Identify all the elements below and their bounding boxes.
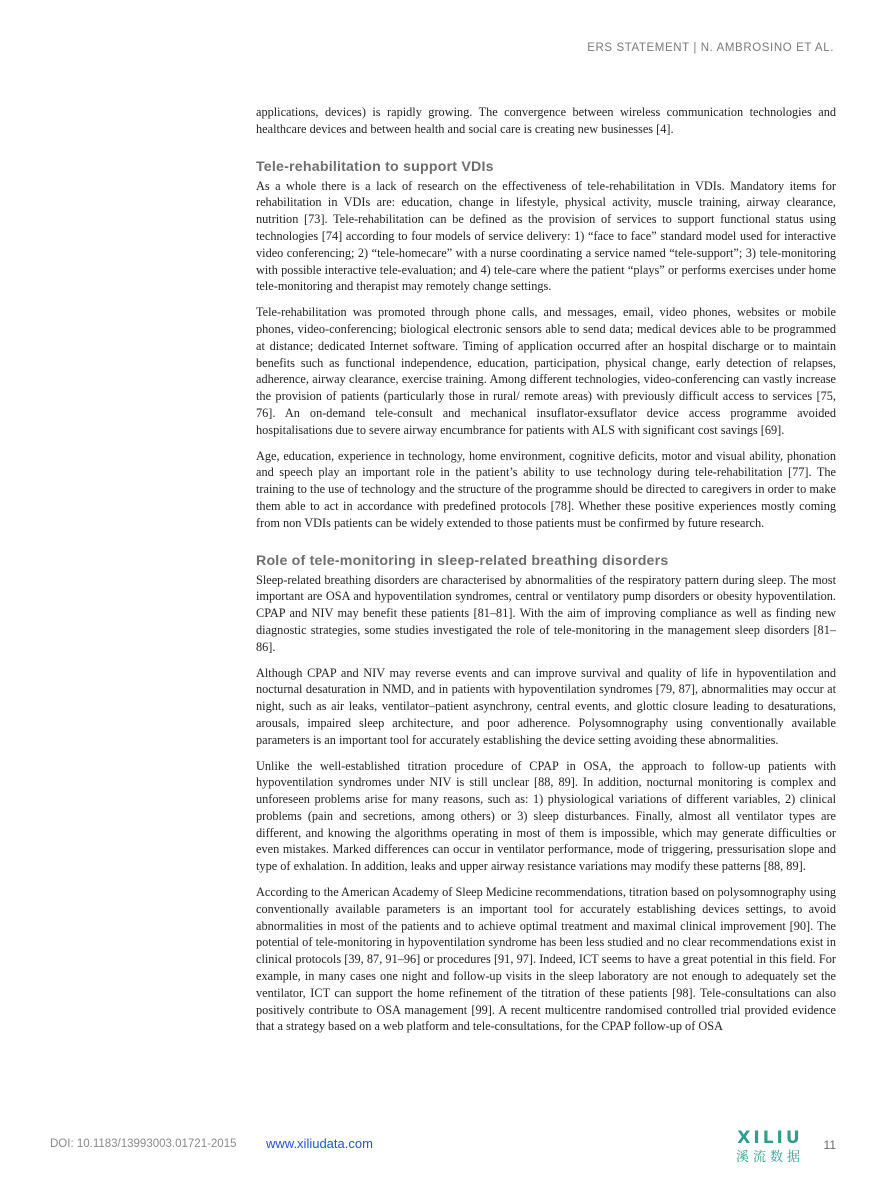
- watermark-url[interactable]: www.xiliudata.com: [266, 1136, 373, 1151]
- page-number: 11: [823, 1138, 836, 1152]
- section-heading: Tele-rehabilitation to support VDIs: [256, 158, 494, 175]
- paragraph: Sleep-related breathing disorders are characterised by abnormalities of the respiratory pattern during sleep. The most important are OSA and hypoventilation syndromes, central or ventilatory pump disorders or obesity hypoventilation. CPAP and NIV may benefit these patients [81–81]. With the aim of improving compliance as well as finding new diagnostic strategies, some studies investigated the role of tele-monitoring in the management sleep disorders [81–86].: [256, 572, 836, 654]
- doi-footer: DOI: 10.1183/13993003.01721-2015: [50, 1138, 237, 1150]
- paragraph: Age, education, experience in technology, home environment, cognitive deficits, motor and visual ability, phonation and speech play an important role in the patient’s ability to use technology during tele-rehabilitation [77]. The training to the use of technology and the structure of the programme should be directed to caregivers in order to make them able to act in accordance with predefined protocols [78]. Whether these positive experiences mostly coming from non VDIs patients can be widely extended to those patients must be confirmed by future research.: [256, 448, 836, 530]
- paragraph: Tele-rehabilitation was promoted through phone calls, and messages, email, video phones, websites or mobile phones, video-conferencing; biological electronic sensors able to send data; medical devices able to be programmed at distance; dedicated Internet software. Timing of application occurred after an hospital discharge or to maintain benefits such as functional independence, education, participation, physical change, early detection of relapses, adherence, airway clearance, exercise training. Among different technologies, video-conferencing can vastly increase the provision of patients (particularly those in rural/ remote areas) with previously difficult access to services [75, 76]. An on-demand tele-consult and mechanical insuflator-exsuflator device access programme avoided hospitalisations due to severe airway encumbrance for patients with ALS with significant cost savings [69].: [256, 305, 836, 437]
- section-heading: Role of tele-monitoring in sleep-related breathing disorders: [256, 552, 669, 569]
- paragraph: As a whole there is a lack of research on the effectiveness of tele-rehabilitation in VDIs. Mandatory items for rehabilitation in VDIs are: education, change in lifestyle, physical activity, muscle training, airway clearance, nutrition [73]. Tele-rehabilitation can be defined as the provision of services to support functional status using technologies [74] according to four models of service delivery: 1) “face to face” standard model used for interactive video conferencing; 2) “tele-homecare” with a nurse coordinating a service named “tele-support”; 3) tele-monitoring with possible interactive tele-evaluation; and 4) tele-care where the patient “plays” or performs exercises under home tele-monitoring and therapist may remotely change settings.: [256, 178, 836, 294]
- paragraph: applications, devices) is rapidly growing. The convergence between wireless communication technologies and healthcare devices and between health and social care is creating new businesses [4].: [256, 105, 836, 136]
- paragraph: Although CPAP and NIV may reverse events and can improve survival and quality of life in hypoventilation and nocturnal desaturation in NMD, and in patients with hypoventilation syndromes [79, 87], abnormalities may occur at night, such as air leaks, ventilator–patient asynchrony, central events, and glottic closure leading to desaturations, arousals, impaired sleep architecture, and poor adherence. Polysomnography using conventionally available parameters is an important tool for accurately establishing the device setting avoiding these abnormalities.: [256, 665, 836, 747]
- svg-text:XILIU: XILIU: [737, 1128, 803, 1148]
- xiliu-logo-icon: [726, 1126, 814, 1166]
- running-head: ERS STATEMENT | N. AMBROSINO ET AL.: [587, 42, 834, 54]
- svg-text:溪流数据: 溪流数据: [735, 1150, 805, 1165]
- article-body: [256, 104, 836, 1044]
- paragraph: Unlike the well-established titration procedure of CPAP in OSA, the approach to follow-up patients with hypoventilation syndromes under NIV is still unclear [88, 89]. In addition, nocturnal monitoring is complex and unforeseen problems arise for many reasons, such as: 1) physiological variations of different variables, 2) clinical problems (pain and secretions, among others) or 3) sleep disturbances. Finally, almost all ventilator types are different, and knowing the algorithms operating in most of them is impossible, which may generate difficulties or even mistakes. Marked differences can occur in ventilator performance, mode of triggering, pressurisation slope and type of exhalation. In addition, leaks and upper airway resistance variations may modify these patterns [88, 89].: [256, 758, 836, 874]
- paragraph: According to the American Academy of Sleep Medicine recommendations, titration based on polysomnography using conventionally available parameters is an important tool for accurately establishing devices settings, to avoid abnormalities in most of the patients and to achieve optimal treatment and maximal clinical improvement [90]. The potential of tele-monitoring in hypoventilation syndrome has been less studied and no clear recommendations exist in clinical protocols [39, 87, 91–96] or procedures [91, 97]. Indeed, ICT seems to have a great potential in this field. For example, in many cases one night and follow-up visits in the sleep laboratory are not enough to adequately set the ventilator, ICT can support the home refinement of the titration of these patients [98]. Tele-consultations can also positively contribute to OSA management [99]. A recent multicentre randomised controlled trial provided evidence that a strategy based on a web platform and tele-consultations, for the CPAP follow-up of OSA: [256, 885, 836, 1034]
